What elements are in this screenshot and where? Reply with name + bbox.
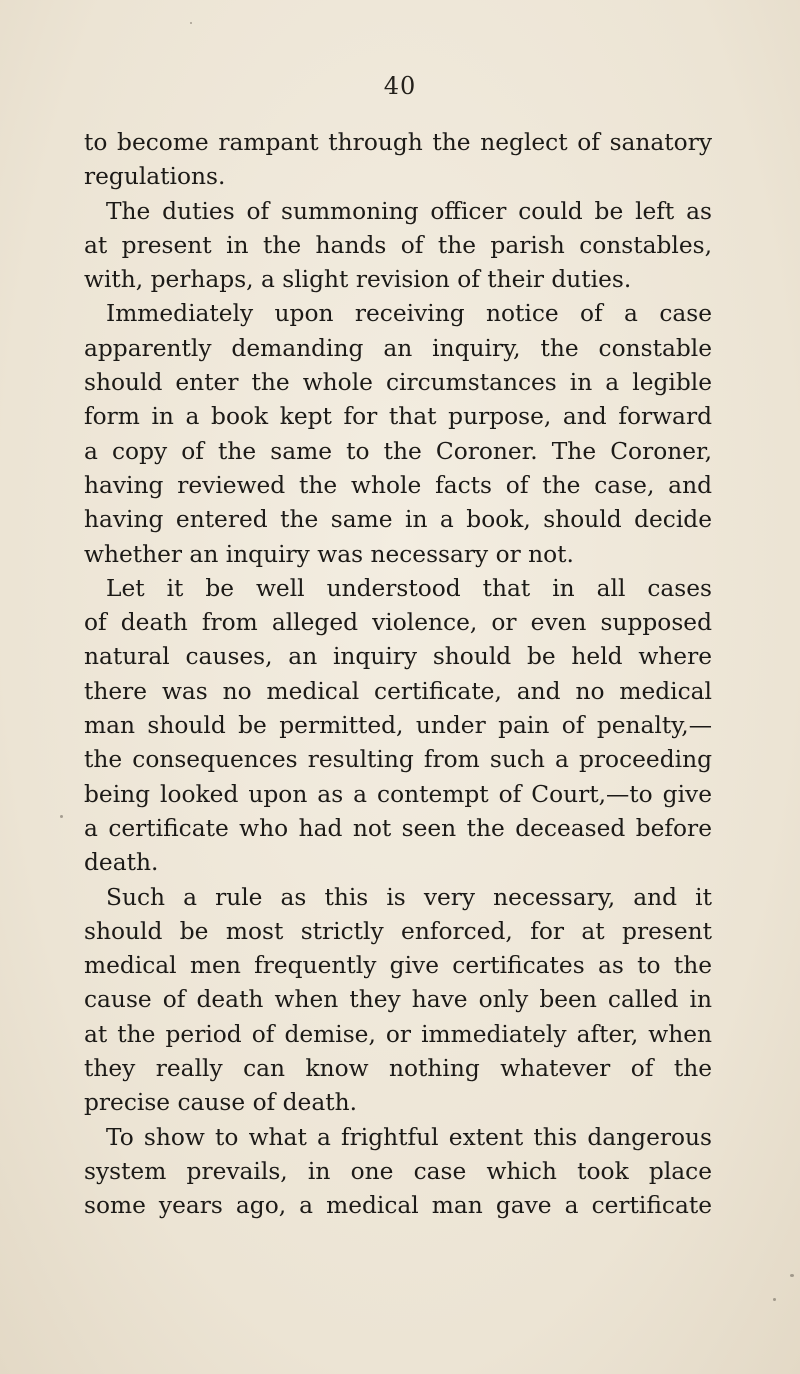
text-line: cause of death when they have only been called in [84,986,712,1014]
text-line: at present in the hands of the parish constables, [84,231,712,259]
text-line: apparently demanding an inquiry, the constable [84,334,712,362]
text-line: they really can know nothing whatever of the [84,1055,712,1083]
paper-speck [773,1298,776,1301]
text-line: death. [84,849,159,877]
text-line: The duties of summoning officer could be left as [106,197,712,225]
text-line: some years ago, a medical man gave a certificate [84,1192,712,1220]
text-line: natural causes, an inquiry should be held where [84,643,712,671]
text-line: whether an inquiry was necessary or not. [84,540,574,568]
text-line: should enter the whole circumstances in a legible [84,369,712,397]
text-line: system prevails, in one case which took place [84,1157,712,1185]
page-number: 40 [383,72,417,100]
text-line: precise cause of death. [84,1089,357,1117]
text-line: the consequences resulting from such a proceeding [84,746,712,774]
paper-speck [60,815,63,818]
text-line: being looked upon as a contempt of Court,—to give [84,780,712,808]
text-line: Immediately upon receiving notice of a case [106,300,712,328]
text-line: of death from alleged violence, or even supposed [84,609,712,637]
text-line: to become rampant through the neglect of sanatory [84,129,712,156]
text-line: there was no medical certificate, and no medical [84,677,712,705]
text-line: a copy of the same to the Coroner. The Coroner, [84,437,712,465]
paper-speck [790,1274,794,1277]
text-line: having entered the same in a book, should decide [84,506,712,534]
text-line: form in a book kept for that purpose, and forward [84,403,712,431]
text-line: at the period of demise, or immediately after, when [84,1020,712,1048]
text-line: having reviewed the whole facts of the case, and [84,471,712,499]
text-line: Such a rule as this is very necessary, and it [106,883,712,911]
paper-speck [190,22,192,24]
text-line: regulations. [84,163,226,191]
text-line: a certificate who had not seen the deceased before [84,814,712,842]
text-line: Let it be well understood that in all cases [106,574,712,602]
text-line: To show to what a frightful extent this dangerous [106,1123,712,1151]
text-line: man should be permitted, under pain of penalty,— [84,712,712,740]
text-line: medical men frequently give certificates as to the [84,952,712,980]
text-line: with, perhaps, a slight revision of their duties. [84,266,632,294]
body-text [84,126,712,1224]
text-line: should be most strictly enforced, for at present [84,917,712,945]
